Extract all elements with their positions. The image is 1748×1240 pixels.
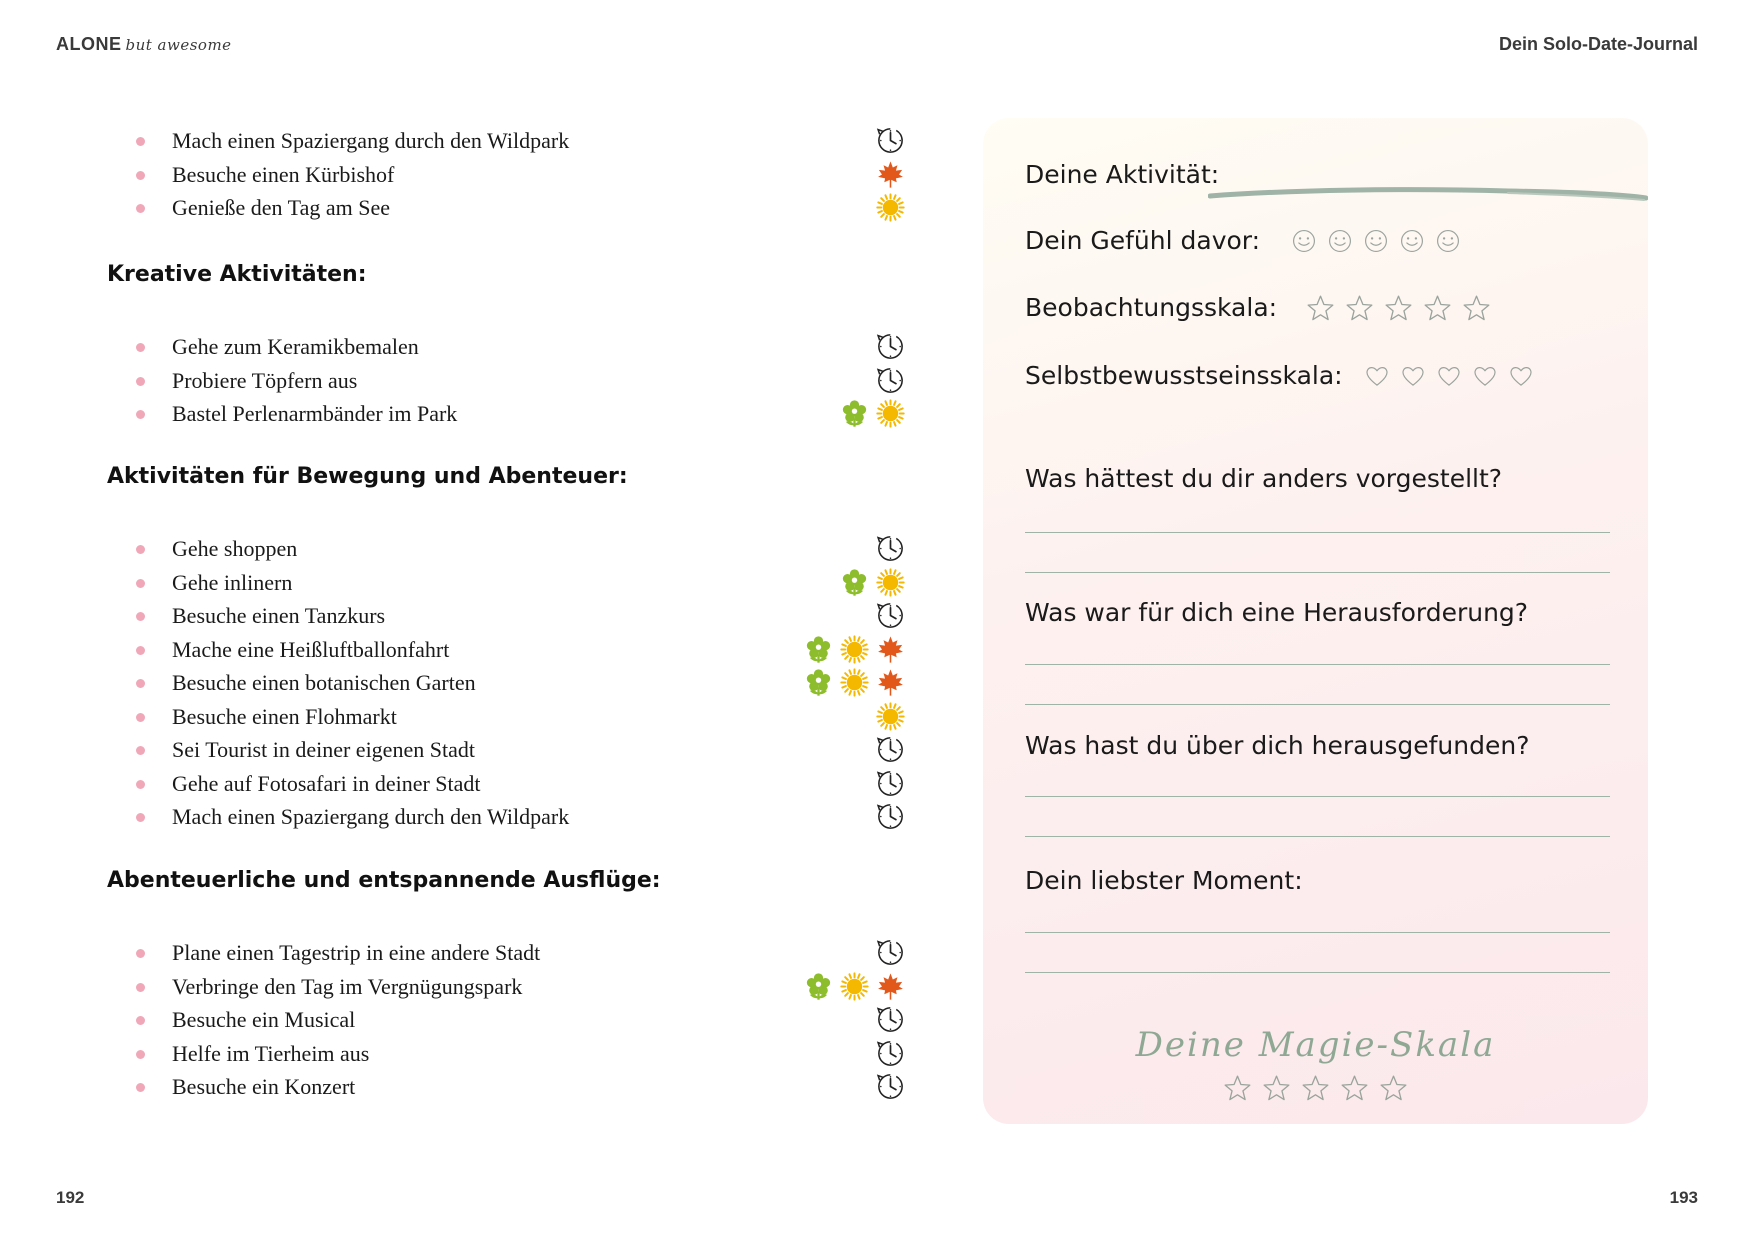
activity-text: Genieße den Tag am See bbox=[172, 195, 390, 220]
bullet-dot bbox=[136, 343, 145, 352]
star-outline-icon[interactable] bbox=[1223, 1074, 1252, 1103]
activity-text: Besuche ein Konzert bbox=[172, 1074, 356, 1099]
bullet-dot bbox=[136, 204, 145, 213]
heart-outline-icon[interactable] bbox=[1436, 363, 1462, 389]
magic-rating[interactable] bbox=[1223, 1074, 1408, 1103]
clock-icon bbox=[875, 734, 906, 765]
question-1: Was hättest du dir anders vorgestellt? bbox=[1025, 464, 1503, 493]
flower-icon bbox=[839, 567, 870, 598]
star-outline-icon[interactable] bbox=[1379, 1074, 1408, 1103]
activity-text: Sei Tourist in deiner eigenen Stadt bbox=[172, 737, 475, 762]
question-3: Was hast du über dich herausgefunden? bbox=[1025, 731, 1530, 760]
activity-text: Gehe shoppen bbox=[172, 536, 298, 561]
star-outline-icon[interactable] bbox=[1306, 294, 1335, 323]
activity-text: Mach einen Spaziergang durch den Wildpark bbox=[172, 804, 570, 829]
observation-label: Beobachtungsskala: bbox=[1025, 293, 1278, 322]
season-icons bbox=[776, 1037, 906, 1071]
bullet-dot bbox=[136, 579, 145, 588]
section-heading: Abenteuerliche und entspannende Ausflüge: bbox=[107, 868, 661, 893]
season-icons bbox=[776, 397, 906, 431]
star-outline-icon[interactable] bbox=[1423, 294, 1452, 323]
clock-icon bbox=[875, 365, 906, 396]
flower-icon bbox=[803, 667, 834, 698]
clock-icon bbox=[875, 600, 906, 631]
section-heading: Aktivitäten für Bewegung und Abenteuer: bbox=[107, 464, 628, 489]
sun-icon bbox=[875, 567, 906, 598]
bullet-dot bbox=[136, 813, 145, 822]
maple-leaf-icon bbox=[875, 634, 906, 665]
sun-icon bbox=[839, 971, 870, 1002]
clock-icon bbox=[875, 937, 906, 968]
clock-icon bbox=[875, 1038, 906, 1069]
bullet-dot bbox=[136, 746, 145, 755]
bullet-dot bbox=[136, 137, 145, 146]
journal-card bbox=[983, 118, 1648, 1124]
smiley-icon[interactable] bbox=[1435, 228, 1461, 254]
smiley-icon[interactable] bbox=[1291, 228, 1317, 254]
activity-text: Verbringe den Tag im Vergnügungspark bbox=[172, 973, 523, 999]
confidence-rating[interactable] bbox=[1364, 363, 1534, 389]
flower-icon bbox=[839, 398, 870, 429]
star-outline-icon[interactable] bbox=[1340, 1074, 1369, 1103]
answer-line[interactable] bbox=[1025, 664, 1610, 665]
season-icons bbox=[776, 124, 906, 158]
flower-icon bbox=[803, 971, 834, 1002]
season-icons bbox=[776, 970, 906, 1004]
smiley-icon[interactable] bbox=[1327, 228, 1353, 254]
bullet-dot bbox=[136, 983, 145, 992]
season-icons bbox=[776, 599, 906, 633]
question-2: Was war für dich eine Herausforderung? bbox=[1025, 598, 1529, 627]
bullet-dot bbox=[136, 410, 145, 419]
brand-name: ALONE bbox=[56, 34, 122, 54]
smiley-icon[interactable] bbox=[1399, 228, 1425, 254]
bullet-dot bbox=[136, 545, 145, 554]
activity-text: Gehe auf Fotosafari in deiner Stadt bbox=[172, 770, 481, 796]
bullet-dot bbox=[136, 713, 145, 722]
answer-line[interactable] bbox=[1025, 836, 1610, 837]
activity-label: Deine Aktivität: bbox=[1025, 160, 1220, 189]
activity-text: Besuche einen Tanzkurs bbox=[172, 603, 386, 628]
heart-outline-icon[interactable] bbox=[1364, 363, 1390, 389]
flower-icon bbox=[803, 634, 834, 665]
bullet-dot bbox=[136, 612, 145, 621]
activity-text: Bastel Perlenarmbänder im Park bbox=[172, 401, 458, 426]
activity-text: Besuche einen Flohmarkt bbox=[172, 703, 397, 729]
feeling-label: Dein Gefühl davor: bbox=[1025, 226, 1261, 255]
clock-icon bbox=[875, 1071, 906, 1102]
answer-line[interactable] bbox=[1025, 704, 1610, 705]
magic-scale-title: Deine Magie-Skala bbox=[1135, 1025, 1496, 1065]
star-outline-icon[interactable] bbox=[1345, 294, 1374, 323]
running-header-title: Dein Solo-Date-Journal bbox=[1498, 34, 1698, 54]
season-icons bbox=[776, 936, 906, 970]
sun-icon bbox=[875, 398, 906, 429]
observation-rating[interactable] bbox=[1306, 294, 1491, 323]
activity-text: Mach einen Spaziergang durch den Wildpark bbox=[172, 128, 570, 153]
clock-icon bbox=[875, 533, 906, 564]
bullet-dot bbox=[136, 646, 145, 655]
season-icons bbox=[776, 666, 906, 700]
section-heading: Kreative Aktivitäten: bbox=[107, 262, 367, 287]
season-icons bbox=[776, 566, 906, 600]
activity-text: Besuche einen Kürbishof bbox=[172, 161, 395, 187]
season-icons bbox=[776, 532, 906, 566]
season-icons bbox=[776, 733, 906, 767]
star-outline-icon[interactable] bbox=[1462, 294, 1491, 323]
season-icons bbox=[776, 767, 906, 801]
feeling-rating[interactable] bbox=[1291, 228, 1461, 254]
season-icons bbox=[776, 158, 906, 192]
answer-line[interactable] bbox=[1025, 796, 1610, 797]
clock-icon bbox=[875, 768, 906, 799]
activity-text: Gehe inlinern bbox=[172, 569, 293, 595]
answer-line[interactable] bbox=[1025, 572, 1610, 573]
maple-leaf-icon bbox=[875, 971, 906, 1002]
bullet-dot bbox=[136, 780, 145, 789]
question-4: Dein liebster Moment: bbox=[1025, 866, 1303, 895]
answer-line[interactable] bbox=[1025, 932, 1610, 933]
answer-line[interactable] bbox=[1025, 972, 1610, 973]
season-icons bbox=[776, 364, 906, 398]
clock-icon bbox=[875, 331, 906, 362]
page-number-right: 193 bbox=[1669, 1188, 1698, 1207]
bullet-dot bbox=[136, 1016, 145, 1025]
activity-text: Gehe zum Keramikbemalen bbox=[172, 334, 419, 359]
brush-stroke-underline bbox=[1208, 184, 1648, 204]
season-icons bbox=[776, 1070, 906, 1104]
activity-text: Probiere Töpfern aus bbox=[172, 367, 358, 393]
clock-icon bbox=[875, 1004, 906, 1035]
season-icons bbox=[776, 330, 906, 364]
left-page-activity-list bbox=[0, 0, 860, 1240]
heart-outline-icon[interactable] bbox=[1508, 363, 1534, 389]
bullet-dot bbox=[136, 377, 145, 386]
season-icons bbox=[776, 191, 906, 225]
star-outline-icon[interactable] bbox=[1262, 1074, 1291, 1103]
activity-text: Plane einen Tagestrip in eine andere Stadt bbox=[172, 940, 541, 965]
clock-icon bbox=[875, 125, 906, 156]
bullet-dot bbox=[136, 949, 145, 958]
activity-text: Mache eine Heißluftballonfahrt bbox=[172, 636, 450, 662]
activity-text: Besuche einen botanischen Garten bbox=[172, 670, 476, 695]
sun-icon bbox=[839, 634, 870, 665]
clock-icon bbox=[875, 801, 906, 832]
bullet-dot bbox=[136, 679, 145, 688]
answer-line[interactable] bbox=[1025, 532, 1610, 533]
star-outline-icon[interactable] bbox=[1301, 1074, 1330, 1103]
maple-leaf-icon bbox=[875, 667, 906, 698]
smiley-icon[interactable] bbox=[1363, 228, 1389, 254]
season-icons bbox=[776, 800, 906, 834]
season-icons bbox=[776, 700, 906, 734]
sun-icon bbox=[875, 701, 906, 732]
season-icons bbox=[776, 1003, 906, 1037]
maple-leaf-icon bbox=[875, 159, 906, 190]
heart-outline-icon[interactable] bbox=[1472, 363, 1498, 389]
season-icons bbox=[776, 633, 906, 667]
activity-text: Besuche ein Musical bbox=[172, 1007, 356, 1032]
bullet-dot bbox=[136, 1050, 145, 1059]
activity-text: Helfe im Tierheim aus bbox=[172, 1040, 370, 1066]
brand-tagline: but awesome bbox=[125, 36, 232, 54]
heart-outline-icon[interactable] bbox=[1400, 363, 1426, 389]
sun-icon bbox=[839, 667, 870, 698]
sun-icon bbox=[875, 192, 906, 223]
page-number-left: 192 bbox=[56, 1188, 85, 1207]
star-outline-icon[interactable] bbox=[1384, 294, 1413, 323]
bullet-dot bbox=[136, 1083, 145, 1092]
confidence-label: Selbstbewusstseinsskala: bbox=[1025, 361, 1343, 390]
bullet-dot bbox=[136, 171, 145, 180]
